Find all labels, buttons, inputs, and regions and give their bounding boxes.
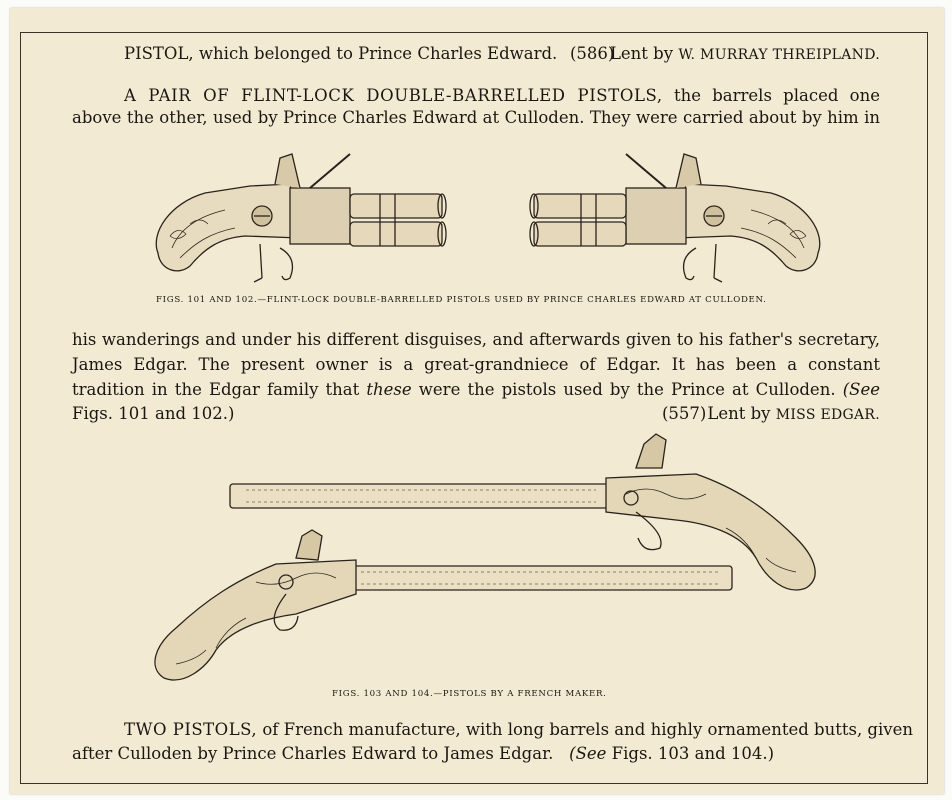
entry-french-title: TWO PISTOLS, [124,720,258,739]
entry-557-line-6-text: Figs. 101 and 102.) [72,404,235,423]
figures-101-102-caption: FIGS. 101 AND 102.—FLINT-LOCK DOUBLE-BARRELLED PISTOLS USED BY PRINCE CHARLES EDWARD AT CULLODEN. [156,295,767,305]
entry-french-see: (See [569,744,607,763]
entry-586-number: (586) [570,44,615,63]
entry-586-text: which belonged to Prince Charles Edward. [198,44,558,63]
entry-557-line-3: his wanderings and under his different disguises, and afterwards given to his father's secretary, [72,330,880,349]
entry-557-number: (557) [662,404,707,423]
entry-french-line-2 [72,744,880,764]
figures-103-104-caption: FIGS. 103 AND 104.—PISTOLS BY A FRENCH MAKER. [332,689,607,699]
entry-557-line-5 [72,380,880,400]
figure-102-pistol-right [526,148,826,288]
entry-french-line-2-b: Figs. 103 and 104.) [611,744,775,763]
figure-101-pistol-left [150,148,450,288]
figure-104-pistol-lower [146,528,746,688]
entry-557-line-5-a: tradition in the Edgar family that [72,380,360,399]
entry-french-line-1 [124,720,913,740]
entry-557-line-5-emphasis: these [366,380,412,399]
entry-557-lent-label: Lent by [707,404,771,423]
entry-557-line-6 [72,404,880,424]
entry-557-line-1 [124,86,880,106]
entry-557-line-4: James Edgar. The present owner is a great-grandniece of Edgar. It has been a constant [72,355,880,374]
entry-557-line-5-b: were the pistols used by the Prince at Culloden. [418,380,836,399]
entry-586-line [124,44,880,64]
entry-french-line-1-rest: of French manufacture, with long barrels and highly ornamented butts, given [262,720,913,739]
entry-586-title: PISTOL, [124,44,194,63]
entry-557-title: A PAIR OF FLINT-LOCK DOUBLE-BARRELLED PISTOLS, [124,86,663,105]
entry-586-lender: W. MURRAY THREIPLAND. [678,47,880,63]
entry-586-lent-label: Lent by [609,44,674,63]
entry-557-see: (See [842,380,880,399]
entry-557-line-2: above the other, used by Prince Charles Edward at Culloden. They were carried about by him in [72,108,880,127]
entry-french-line-2-a: after Culloden by Prince Charles Edward to James Edgar. [72,744,554,763]
entry-557-line-1-rest: the barrels placed one [673,86,880,105]
entry-557-lender: MISS EDGAR. [775,407,880,423]
